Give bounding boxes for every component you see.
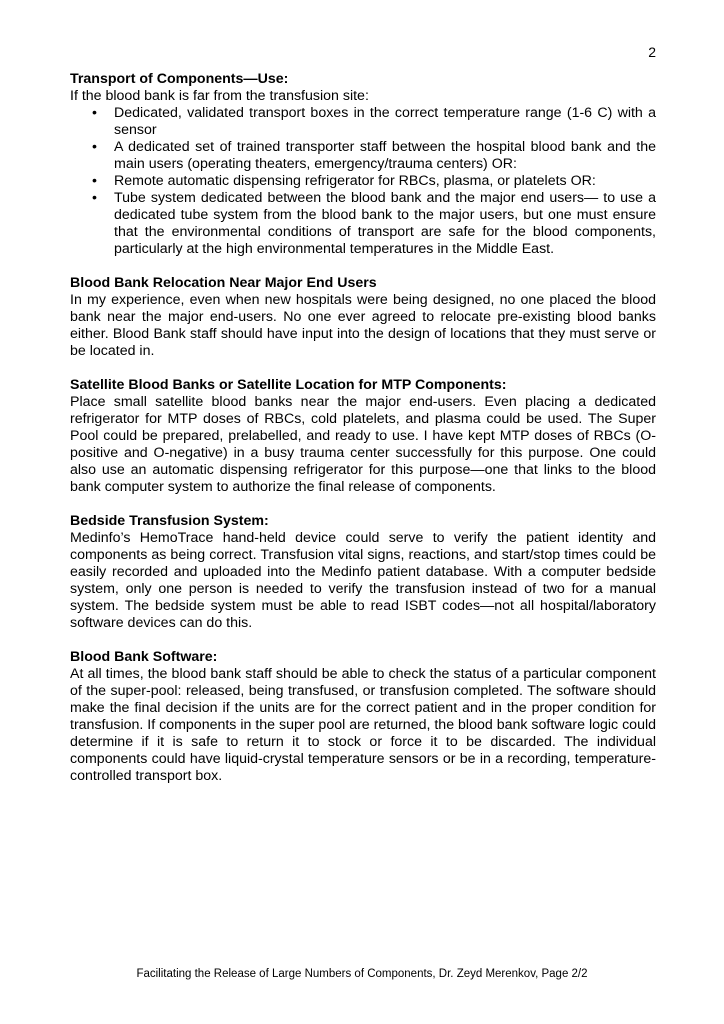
section-heading: Blood Bank Relocation Near Major End Users	[70, 275, 377, 291]
list-item-text: Tube system dedicated between the blood bank and the major end users— to use a dedicated tube system from the blood bank to the major users, but one must ensure that the environmental conditions of transport are safe for the blood components, particularly at the high environmental temperatures in the Middle East.	[114, 190, 656, 257]
bullet-list	[70, 105, 656, 258]
list-item-text: Remote automatic dispensing refrigerator for RBCs, plasma, or platelets OR:	[114, 173, 596, 189]
list-item	[92, 139, 656, 173]
list-item	[92, 173, 656, 190]
section-body: At all times, the blood bank staff should be able to check the status of a particular component of the super-pool: released, being transfused, or transfusion completed. The software should make the final decision if the units are for the correct patient and in the proper condition for transfusion. If components in the super pool are returned, the blood bank software logic could determine if it is safe to return it to stock or force it to be discarded. The individual components could have liquid-crystal temperature sensors or be in a recording, temperature-controlled transport box.	[70, 666, 656, 784]
section-heading: Blood Bank Software:	[70, 649, 218, 665]
bullet-icon: •	[92, 190, 97, 206]
page-number: 2	[648, 44, 656, 60]
section-heading: Satellite Blood Banks or Satellite Location for MTP Components:	[70, 377, 507, 393]
section-body: Medinfo’s HemoTrace hand-held device could serve to verify the patient identity and components as being correct. Transfusion vital signs, reactions, and start/stop times could be easily recorded and uploaded into the Medinfo patient database. With a computer bedside system, only one person is needed to verify the transfusion instead of two for a manual system. The bedside system must be able to read ISBT codes—not all hospital/laboratory software devices can do this.	[70, 530, 656, 631]
section-bedside	[70, 513, 656, 632]
bullet-icon: •	[92, 173, 97, 189]
section-transport	[70, 71, 656, 258]
section-satellite	[70, 377, 656, 496]
document-body	[70, 71, 656, 802]
section-heading: Transport of Components—Use:	[70, 71, 289, 87]
section-body: Place small satellite blood banks near the major end-users. Even placing a dedicated refrigerator for MTP doses of RBCs, cold platelets, and plasma could be used. The Super Pool could be prepared, prelabelled, and ready to use. I have kept MTP doses of RBCs (O-positive and O-negative) in a busy trauma center successfully for this purpose. One could also use an automatic dispensing refrigerator for this purpose—one that links to the blood bank computer system to authorize the final release of components.	[70, 394, 656, 495]
list-item-text: A dedicated set of trained transporter staff between the hospital blood bank and the main users (operating theaters, emergency/trauma centers) OR:	[114, 139, 656, 172]
bullet-icon: •	[92, 105, 97, 121]
page-footer: Facilitating the Release of Large Numbers of Components, Dr. Zeyd Merenkov, Page 2/2	[136, 968, 588, 980]
list-item	[92, 105, 656, 139]
list-item-text: Dedicated, validated transport boxes in the correct temperature range (1-6 C) with a sensor	[114, 105, 656, 138]
section-heading: Bedside Transfusion System:	[70, 513, 269, 529]
list-item	[92, 190, 656, 258]
section-intro: If the blood bank is far from the transfusion site:	[70, 88, 369, 104]
section-relocation	[70, 275, 656, 360]
bullet-icon: •	[92, 139, 97, 155]
section-software	[70, 649, 656, 785]
section-body: In my experience, even when new hospitals were being designed, no one placed the blood bank near the major end-users. No one ever agreed to relocate pre-existing blood banks either. Blood Bank staff should have input into the design of locations that they must serve or be located in.	[70, 292, 656, 359]
